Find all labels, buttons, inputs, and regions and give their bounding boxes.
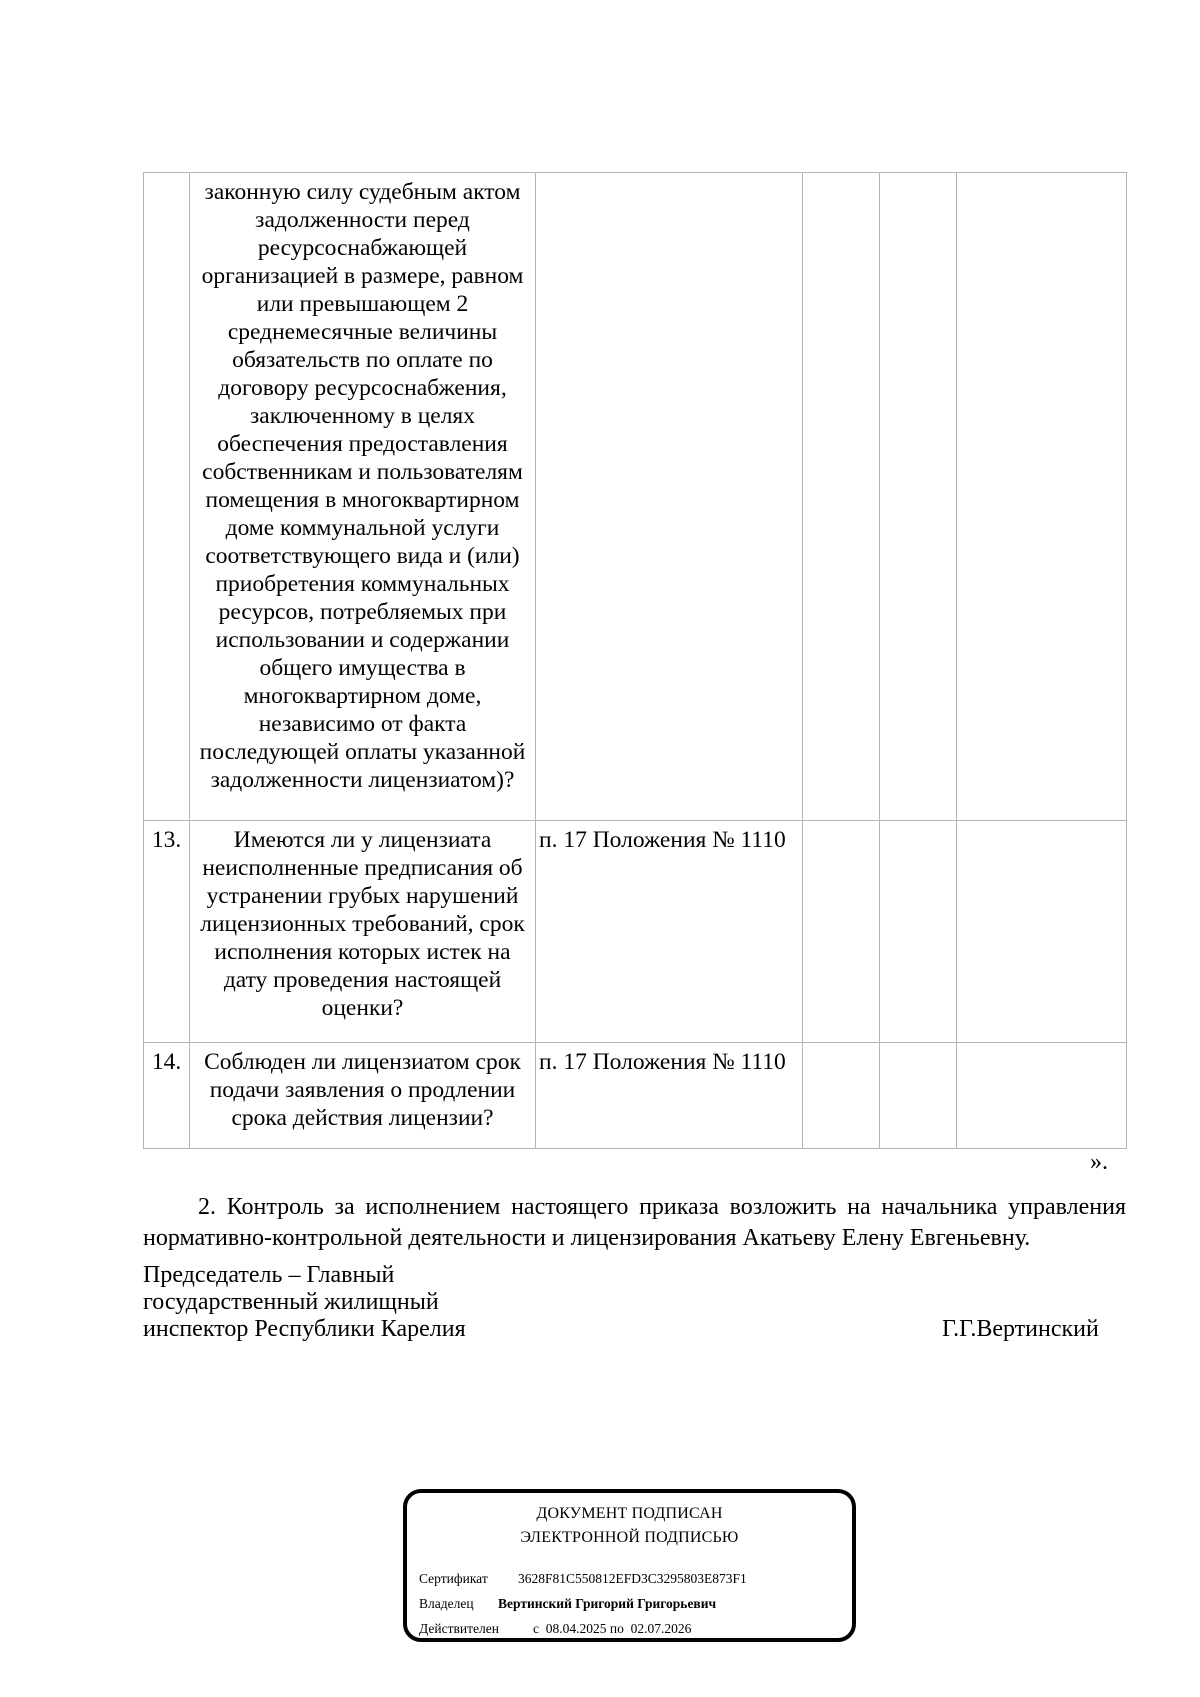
signer-title-line: государственный жилищный [143, 1289, 439, 1315]
question-line: ресурсов, потребляемых при [218, 599, 507, 625]
question-line: неисполненные предписания об [202, 855, 523, 881]
question-line: обязательств по оплате по [232, 347, 493, 373]
answer-yes-cell [803, 1043, 880, 1149]
question-line: среднемесячные величины [227, 319, 498, 345]
stamp-title [407, 1502, 852, 1550]
question-line: приобретения коммунальных [215, 571, 510, 597]
checklist-body [144, 173, 1127, 1149]
stamp-owner-row [419, 1591, 747, 1616]
answer-no-cell [880, 821, 957, 1043]
answer-no-cell [880, 1043, 957, 1149]
question-line: лицензионных требований, срок [200, 911, 525, 937]
e-signature-stamp [403, 1489, 856, 1642]
row-number: 13. [144, 821, 190, 1043]
question-line: договору ресурсоснабжения, [218, 375, 507, 401]
question-line: помещения в многоквартирном [205, 487, 520, 513]
row-number: 14. [144, 1043, 190, 1149]
question-line: собственникам и пользователям [202, 459, 523, 485]
certificate-label: Сертификат [419, 1571, 488, 1586]
table-row [144, 821, 1127, 1043]
note-cell [957, 821, 1127, 1043]
answer-yes-cell [803, 821, 880, 1043]
stamp-validity-row [419, 1616, 747, 1641]
question-line: срока действия лицензии? [231, 1105, 494, 1131]
question-line: исполнения которых истек на [214, 939, 511, 965]
question-line: соответствующего вида и (или) [205, 543, 520, 569]
question-line: заключенному в целях [250, 403, 475, 429]
question-line: организацией в размере, равном [201, 263, 524, 289]
question-line: ресурсоснабжающей [257, 235, 468, 261]
table-row [144, 173, 1127, 821]
legal-basis-cell: п. 17 Положения № 1110 [536, 1043, 803, 1149]
stamp-title-line: ЭЛЕКТРОННОЙ ПОДПИСЬЮ [520, 1529, 739, 1546]
signer-name: Г.Г.Вертинский [942, 1316, 1099, 1342]
question-line: или превышающем 2 [256, 291, 469, 317]
question-line: обеспечения предоставления [217, 431, 508, 457]
question-line: доме коммунальной услуги [225, 515, 500, 541]
question-cell [190, 821, 536, 1043]
signer-title [143, 1262, 466, 1343]
stamp-title-line: ДОКУМЕНТ ПОДПИСАН [536, 1505, 723, 1522]
stamp-certificate-row [419, 1566, 747, 1591]
question-line: многоквартирном доме, [243, 683, 482, 709]
validity-value: с 08.04.2025 по 02.07.2026 [533, 1621, 692, 1636]
question-cell [190, 173, 536, 821]
question-line: устранении грубых нарушений [206, 883, 519, 909]
certificate-value: 3628F81C550812EFD3C3295803E873F1 [518, 1571, 747, 1586]
paragraph-2: 2. Контроль за исполнением настоящего приказа возложить на начальника управления нормативно-контрольной деятельности и лицензирования Акатьеву Елену Евгеньевну. [143, 1194, 1126, 1251]
closing-quote: ». [1090, 1149, 1108, 1175]
question-line: дату проведения настоящей [223, 967, 502, 993]
question-line: независимо от факта [258, 711, 467, 737]
question-cell [190, 1043, 536, 1149]
answer-yes-cell [803, 173, 880, 821]
question-line: Соблюден ли лицензиатом срок [204, 1049, 521, 1075]
question-line: подачи заявления о продлении [209, 1077, 516, 1103]
checklist-table [143, 172, 1127, 1149]
note-cell [957, 1043, 1127, 1149]
table-row [144, 1043, 1127, 1149]
question-line: законную силу судебным актом [204, 179, 521, 205]
question-line: оценки? [321, 995, 404, 1021]
question-line: последующей оплаты указанной [199, 739, 526, 765]
owner-label: Владелец [419, 1596, 474, 1611]
signer-title-line: Председатель – Главный [143, 1262, 395, 1288]
legal-basis-cell [536, 173, 803, 821]
validity-label: Действителен [419, 1621, 499, 1636]
signer-title-line: инспектор Республики Карелия [143, 1316, 466, 1342]
note-cell [957, 173, 1127, 821]
legal-basis-cell: п. 17 Положения № 1110 [536, 821, 803, 1043]
answer-no-cell [880, 173, 957, 821]
row-number [144, 173, 190, 821]
question-line: задолженности лицензиатом)? [210, 767, 515, 793]
question-line: использовании и содержании [215, 627, 510, 653]
question-line: задолженности перед [255, 207, 470, 233]
owner-value: Вертинский Григорий Григорьевич [498, 1596, 717, 1611]
question-line: Имеются ли у лицензиата [233, 827, 492, 853]
question-line: общего имущества в [259, 655, 466, 681]
stamp-details [419, 1566, 747, 1641]
